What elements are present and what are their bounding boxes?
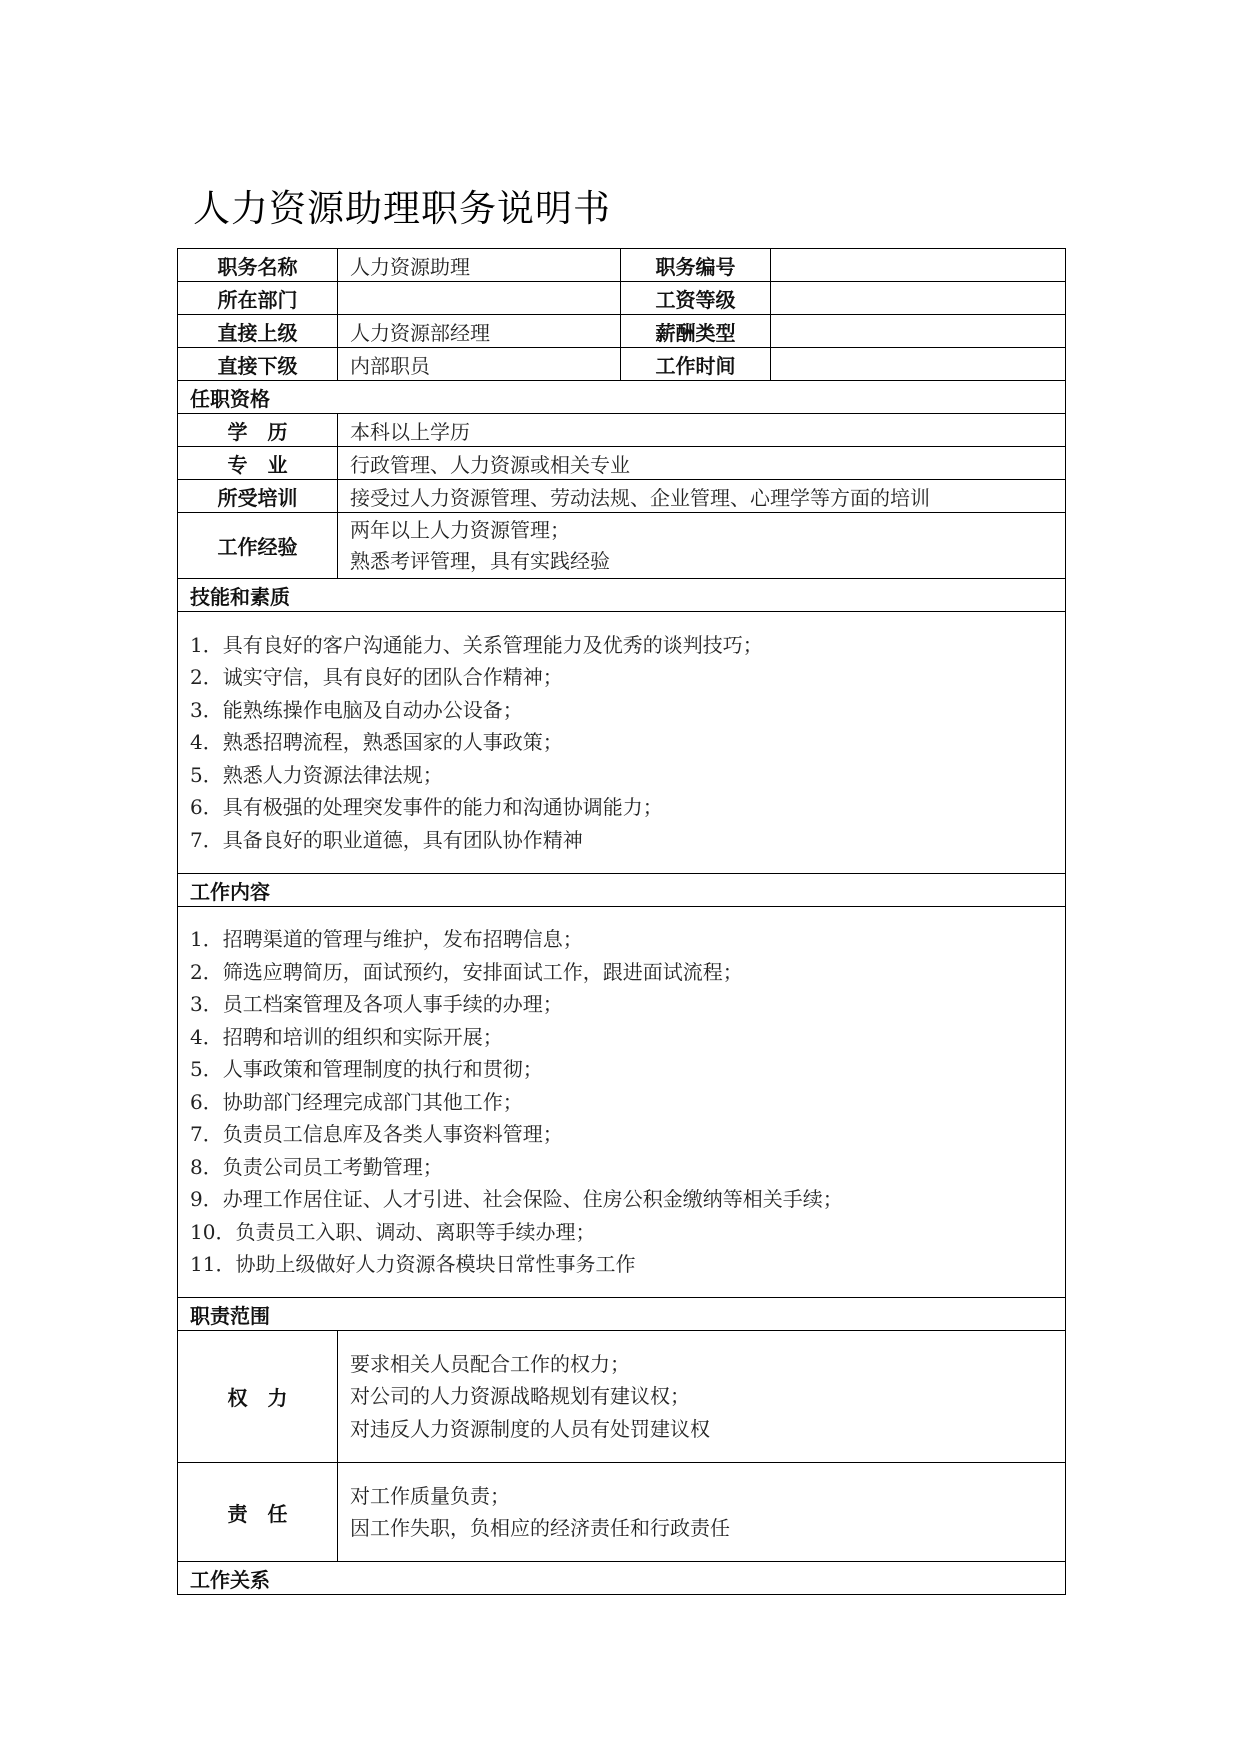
row-education: [178, 414, 1066, 447]
section-qualifications: [178, 381, 1066, 414]
salary-grade-label: 工资等级: [621, 282, 771, 315]
list-item: 6．具有极强的处理突发事件的能力和沟通协调能力；: [190, 795, 663, 820]
department-label: 所在部门: [178, 282, 338, 315]
list-item: 7．具备良好的职业道德，具有团队协作精神: [190, 827, 583, 852]
major-value: 行政管理、人力资源或相关专业: [338, 447, 1066, 480]
list-item: 2．诚实守信，具有良好的团队合作精神；: [190, 665, 563, 690]
work-relations-header: 工作关系: [178, 1562, 1066, 1595]
list-item: 7．负责员工信息库及各类人事资料管理；: [190, 1122, 563, 1147]
authority-line: 要求相关人员配合工作的权力；: [350, 1351, 630, 1376]
duty-value: [338, 1463, 1066, 1562]
row-subordinate: [178, 348, 1066, 381]
list-item: 11．协助上级做好人力资源各模块日常性事务工作: [190, 1252, 636, 1277]
work-content-header: 工作内容: [178, 874, 1066, 907]
pay-type-value: [771, 315, 1066, 348]
training-value: 接受过人力资源管理、劳动法规、企业管理、心理学等方面的培训: [338, 480, 1066, 513]
authority-value: [338, 1331, 1066, 1463]
list-item: 6．协助部门经理完成部门其他工作；: [190, 1089, 523, 1114]
section-work-content: [178, 874, 1066, 907]
list-item: 3．能熟练操作电脑及自动办公设备；: [190, 697, 523, 722]
list-item: 10．负责员工入职、调动、离职等手续办理；: [190, 1219, 596, 1244]
superior-value: 人力资源部经理: [338, 315, 621, 348]
list-item: 9．办理工作居住证、人才引进、社会保险、住房公积金缴纳等相关手续；: [190, 1187, 843, 1212]
list-item: 4．熟悉招聘流程，熟悉国家的人事政策；: [190, 730, 563, 755]
list-item: 1．具有良好的客户沟通能力、关系管理能力及优秀的谈判技巧；: [190, 632, 763, 657]
row-job-name: [178, 249, 1066, 282]
training-label: 所受培训: [178, 480, 338, 513]
section-skills: [178, 579, 1066, 612]
row-department: [178, 282, 1066, 315]
subordinate-value: 内部职员: [338, 348, 621, 381]
education-value: 本科以上学历: [338, 414, 1066, 447]
pay-type-label: 薪酬类型: [621, 315, 771, 348]
list-item: 8．负责公司员工考勤管理；: [190, 1154, 443, 1179]
job-code-value: [771, 249, 1066, 282]
experience-line: 熟悉考评管理，具有实践经验: [350, 548, 610, 573]
superior-label: 直接上级: [178, 315, 338, 348]
section-work-relations: [178, 1562, 1066, 1595]
job-description-table: [177, 248, 1066, 1595]
salary-grade-value: [771, 282, 1066, 315]
authority-line: 对公司的人力资源战略规划有建议权；: [350, 1384, 690, 1409]
row-skills-list: [178, 612, 1066, 874]
education-label: 学 历: [178, 414, 338, 447]
experience-value: [338, 513, 1066, 579]
list-item: 5．人事政策和管理制度的执行和贯彻；: [190, 1057, 543, 1082]
list-item: 1．招聘渠道的管理与维护，发布招聘信息；: [190, 927, 583, 952]
experience-label: 工作经验: [178, 513, 338, 579]
duty-line: 因工作失职，负相应的经济责任和行政责任: [350, 1516, 730, 1540]
work-hours-label: 工作时间: [621, 348, 771, 381]
row-training: [178, 480, 1066, 513]
major-label: 专 业: [178, 447, 338, 480]
qualifications-header: 任职资格: [178, 381, 1066, 414]
job-name-label: 职务名称: [178, 249, 338, 282]
row-work-content-list: [178, 907, 1066, 1298]
document-title: 人力资源助理职务说明书: [193, 187, 611, 230]
duty-label: 责 任: [178, 1463, 338, 1562]
skills-header: 技能和素质: [178, 579, 1066, 612]
work-hours-value: [771, 348, 1066, 381]
list-item: 2．筛选应聘简历，面试预约，安排面试工作，跟进面试流程；: [190, 959, 743, 984]
row-superior: [178, 315, 1066, 348]
skills-list: [178, 612, 1066, 874]
list-item: 3．员工档案管理及各项人事手续的办理；: [190, 992, 563, 1017]
list-item: 5．熟悉人力资源法律法规；: [190, 762, 443, 787]
job-code-label: 职务编号: [621, 249, 771, 282]
responsibility-scope-header: 职责范围: [178, 1298, 1066, 1331]
duty-line: 对工作质量负责；: [350, 1483, 510, 1508]
job-name-value: 人力资源助理: [338, 249, 621, 282]
row-duty: [178, 1463, 1066, 1562]
subordinate-label: 直接下级: [178, 348, 338, 381]
row-major: [178, 447, 1066, 480]
section-responsibility-scope: [178, 1298, 1066, 1331]
row-authority: [178, 1331, 1066, 1463]
authority-line: 对违反人力资源制度的人员有处罚建议权: [350, 1416, 710, 1441]
list-item: 4．招聘和培训的组织和实际开展；: [190, 1024, 503, 1049]
experience-line: 两年以上人力资源管理；: [350, 517, 570, 542]
work-content-list: [178, 907, 1066, 1298]
authority-label: 权 力: [178, 1331, 338, 1463]
row-experience: [178, 513, 1066, 579]
department-value: [338, 282, 621, 315]
